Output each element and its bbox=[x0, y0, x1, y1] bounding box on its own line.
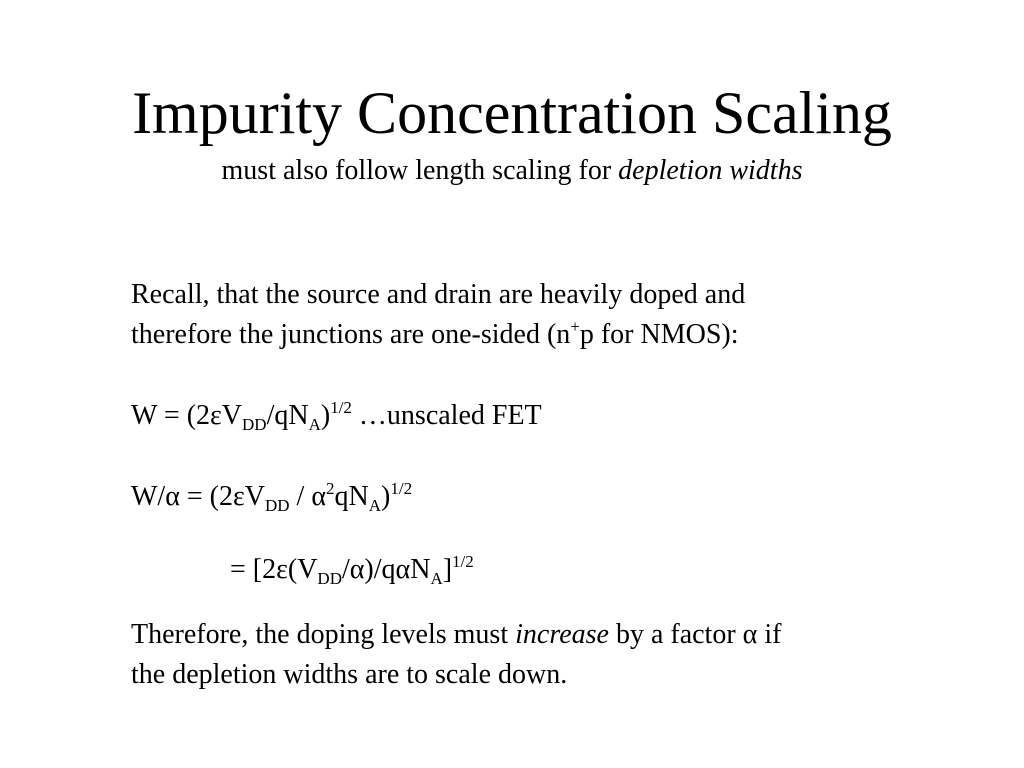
subtitle-emphasis: depletion widths bbox=[618, 155, 803, 186]
equation-simplified bbox=[230, 550, 474, 590]
recall-line-2-text: therefore the junctions are one-sided (n bbox=[131, 319, 571, 350]
conclusion-text: Therefore, the doping levels must bbox=[131, 619, 516, 650]
eq2-qn: qN bbox=[334, 481, 369, 512]
equation-unscaled bbox=[131, 396, 542, 436]
eq1-exponent: 1/2 bbox=[330, 398, 352, 417]
recall-paragraph bbox=[131, 275, 951, 355]
recall-line-1: Recall, that the source and drain are heavily doped and bbox=[131, 279, 746, 310]
subtitle-text: must also follow length scaling for bbox=[221, 155, 619, 186]
recall-line-2 bbox=[131, 315, 951, 355]
n-plus-superscript: + bbox=[570, 317, 580, 336]
eq2-mid: / α bbox=[289, 481, 326, 512]
conclusion-emphasis: increase bbox=[515, 619, 609, 650]
eq1-close: ) bbox=[320, 400, 331, 431]
slide-title: Impurity Concentration Scaling bbox=[132, 80, 892, 146]
eq3-sub-dd: DD bbox=[317, 569, 342, 588]
eq2-close: ) bbox=[381, 481, 391, 512]
equation-scaled bbox=[131, 477, 412, 517]
eq1-sub-a: A bbox=[308, 415, 321, 434]
eq2-lhs: W/α = (2εV bbox=[131, 481, 265, 512]
slide-subtitle bbox=[0, 154, 1024, 188]
recall-line-2-end: p for NMOS): bbox=[579, 319, 739, 350]
eq2-sub-dd: DD bbox=[264, 496, 290, 515]
conclusion-line-2: the depletion widths are to scale down. bbox=[131, 659, 568, 690]
eq1-lhs: W = (2εV bbox=[131, 400, 243, 431]
eq3-sub-a: A bbox=[430, 569, 443, 588]
eq3-close: ] bbox=[442, 554, 453, 585]
eq2-square: 2 bbox=[326, 479, 335, 498]
eq2-sub-a: A bbox=[368, 496, 382, 515]
conclusion-line-1 bbox=[131, 615, 951, 655]
eq3-lhs: = [2ε(V bbox=[230, 554, 318, 585]
conclusion-paragraph bbox=[131, 615, 951, 695]
eq1-mid: /qN bbox=[266, 400, 309, 431]
eq1-note: …unscaled FET bbox=[351, 400, 542, 431]
eq3-mid: /α)/qαN bbox=[341, 554, 431, 585]
conclusion-text-end: by a factor α if bbox=[608, 619, 782, 650]
eq2-exponent: 1/2 bbox=[390, 479, 413, 498]
eq3-exponent: 1/2 bbox=[452, 552, 474, 571]
eq1-sub-dd: DD bbox=[242, 415, 267, 434]
